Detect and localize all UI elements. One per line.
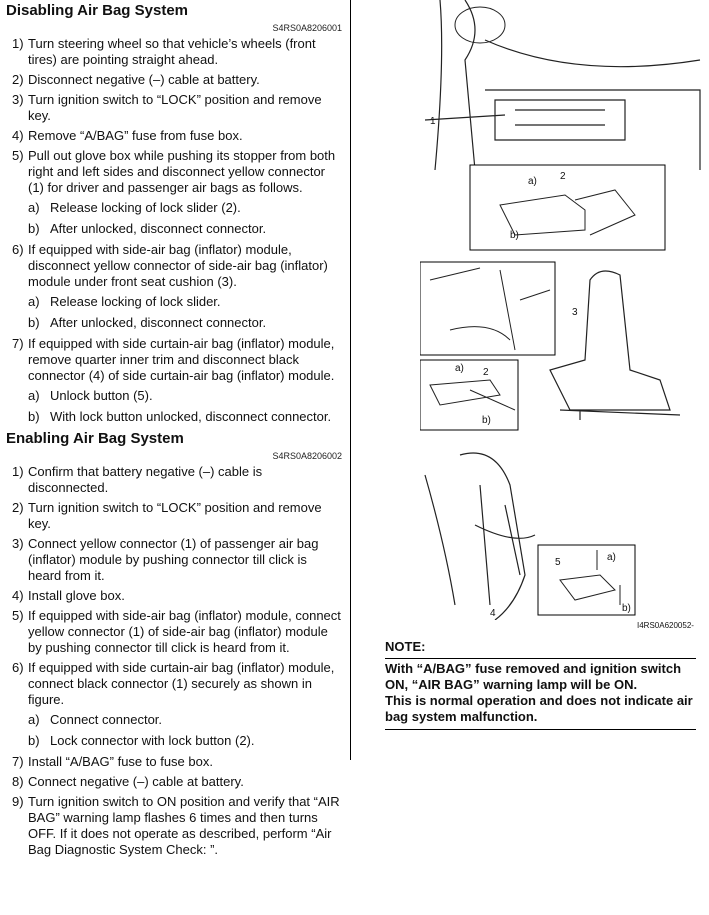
substep-letter: b) xyxy=(28,315,40,330)
pillar-illustration xyxy=(415,445,705,620)
step-text: Disconnect negative (–) cable at battery. xyxy=(28,72,260,87)
step-number: 3) xyxy=(12,536,24,551)
step-item xyxy=(12,608,342,656)
substep-text: Connect connector. xyxy=(50,712,163,727)
step-item xyxy=(12,754,342,770)
substep-letter: a) xyxy=(28,388,40,403)
substep-item xyxy=(28,294,342,310)
step-item xyxy=(12,242,342,290)
note-line: With “A/BAG” fuse removed and ignition switch ON, “AIR BAG” warning lamp will be ON. xyxy=(385,661,682,692)
step-number: 6) xyxy=(12,242,24,257)
label-5: 5 xyxy=(555,557,561,568)
substep-letter: a) xyxy=(28,712,40,727)
enabling-code: S4RS0A8206002 xyxy=(272,451,342,461)
substep-letter: b) xyxy=(28,221,40,236)
step-text: Connect yellow connector (1) of passenger air bag (inflator) module by pushing connector till click is heard from it. xyxy=(28,536,319,583)
label-a: a) xyxy=(455,363,464,374)
substep-item xyxy=(28,315,342,331)
step-number: 8) xyxy=(12,774,24,789)
step-text: If equipped with side-air bag (inflator) module, disconnect yellow connector of side-air bag (inflator) module under front seat cushion (3). xyxy=(28,242,328,289)
step-item xyxy=(12,536,342,584)
substep-item xyxy=(28,712,342,728)
note-title: NOTE: xyxy=(385,639,426,654)
disabling-steps xyxy=(6,36,342,425)
label-b: b) xyxy=(622,603,631,614)
label-b: b) xyxy=(510,230,519,241)
step-text: Connect negative (–) cable at battery. xyxy=(28,774,244,789)
substep-text: Lock connector with lock button (2). xyxy=(50,733,255,748)
step-text: Install “A/BAG” fuse to fuse box. xyxy=(28,754,213,769)
step-number: 1) xyxy=(12,464,24,479)
column-divider xyxy=(350,0,351,760)
label-2: 2 xyxy=(560,171,566,182)
step-number: 3) xyxy=(12,92,24,107)
note-box xyxy=(385,638,696,730)
substep-text: Unlock button (5). xyxy=(50,388,153,403)
substep-letter: a) xyxy=(28,294,40,309)
step-item xyxy=(12,588,342,604)
seat-illustration xyxy=(420,260,705,432)
enabling-heading: Enabling Air Bag System xyxy=(6,430,184,447)
step-item xyxy=(12,92,342,124)
step-item xyxy=(12,148,342,196)
glove-box-illustration xyxy=(425,0,705,252)
substep-letter: b) xyxy=(28,733,40,748)
label-2: 2 xyxy=(483,367,489,378)
step-number: 5) xyxy=(12,608,24,623)
step-item xyxy=(12,774,342,790)
substep-letter: a) xyxy=(28,200,40,215)
step-text: Pull out glove box while pushing its stopper from both right and left sides and disconnect yellow connector (1) for driver and passenger air bags as follows. xyxy=(28,148,336,195)
step-number: 7) xyxy=(12,754,24,769)
step-number: 5) xyxy=(12,148,24,163)
note-line: This is normal operation and does not indicate air bag system malfunction. xyxy=(385,693,693,724)
step-item xyxy=(12,128,342,144)
step-number: 2) xyxy=(12,72,24,87)
step-number: 7) xyxy=(12,336,24,351)
enabling-steps xyxy=(6,464,342,858)
substep-text: Release locking of lock slider (2). xyxy=(50,200,241,215)
step-number: 4) xyxy=(12,588,24,603)
step-item xyxy=(12,336,342,384)
substep-text: Release locking of lock slider. xyxy=(50,294,221,309)
label-a: a) xyxy=(528,176,537,187)
step-number: 6) xyxy=(12,660,24,675)
substep-letter: b) xyxy=(28,409,40,424)
step-text: Remove “A/BAG” fuse from fuse box. xyxy=(28,128,243,143)
step-number: 1) xyxy=(12,36,24,51)
substep-item xyxy=(28,409,342,425)
step-item xyxy=(12,500,342,532)
substep-item xyxy=(28,221,342,237)
figure-glove-box-connector xyxy=(425,0,705,252)
step-text: If equipped with side curtain-air bag (inflator) module, connect black connector (1) securely as shown in figure. xyxy=(28,660,335,707)
figure-seat-connector xyxy=(420,260,705,432)
step-item xyxy=(12,464,342,496)
step-text: If equipped with side-air bag (inflator) module, connect yellow connector (1) of side-air bag (inflator) module by pushing connector till click is heard from it. xyxy=(28,608,341,655)
step-number: 2) xyxy=(12,500,24,515)
step-item xyxy=(12,36,342,68)
disabling-code: S4RS0A8206001 xyxy=(272,23,342,33)
substep-item xyxy=(28,388,342,404)
label-a: a) xyxy=(607,552,616,563)
step-number: 4) xyxy=(12,128,24,143)
step-text: Turn ignition switch to “LOCK” position and remove key. xyxy=(28,92,322,123)
label-3: 3 xyxy=(572,307,578,318)
substep-item xyxy=(28,200,342,216)
label-4: 4 xyxy=(490,608,496,619)
disabling-heading: Disabling Air Bag System xyxy=(6,2,188,19)
step-item xyxy=(12,660,342,708)
procedure-column xyxy=(6,2,342,862)
step-text: Install glove box. xyxy=(28,588,125,603)
figure-curtain-connector xyxy=(415,445,705,635)
step-item xyxy=(12,794,342,858)
label-b: b) xyxy=(482,415,491,426)
substep-text: With lock button unlocked, disconnect connector. xyxy=(50,409,332,424)
step-text: If equipped with side curtain-air bag (inflator) module, remove quarter inner trim and disconnect black connector (4) of side curtain-air bag (inflator) module. xyxy=(28,336,335,383)
figure-code: I4RS0A620052- xyxy=(637,621,694,630)
step-text: Turn steering wheel so that vehicle’s wheels (front tires) are pointing straight ahead. xyxy=(28,36,316,67)
substep-item xyxy=(28,733,342,749)
step-number: 9) xyxy=(12,794,24,809)
step-text: Turn ignition switch to ON position and verify that “AIR BAG” warning lamp flashes 6 times and then turns OFF. If it does not operate as described, perform “Air Bag Diagnostic System Check: ”. xyxy=(28,794,340,857)
substep-text: After unlocked, disconnect connector. xyxy=(50,315,267,330)
step-item xyxy=(12,72,342,88)
step-text: Confirm that battery negative (–) cable is disconnected. xyxy=(28,464,263,495)
substep-text: After unlocked, disconnect connector. xyxy=(50,221,267,236)
label-1: 1 xyxy=(430,116,436,127)
note-body xyxy=(385,658,696,730)
step-text: Turn ignition switch to “LOCK” position and remove key. xyxy=(28,500,322,531)
